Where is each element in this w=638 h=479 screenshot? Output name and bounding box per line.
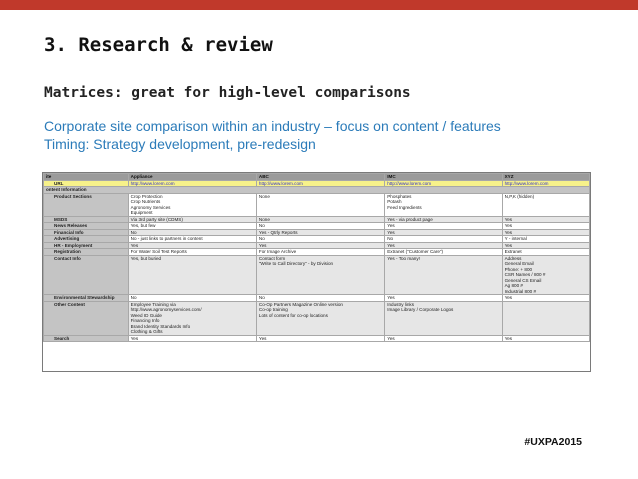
timing-line: Timing: Strategy development, pre-redesign <box>44 136 316 152</box>
hashtag-footer: #UXPA2015 <box>524 436 582 448</box>
row-label: Registration <box>44 249 129 256</box>
section-label: ontent Information <box>44 187 590 194</box>
matrix-cell: Yes <box>502 335 589 342</box>
table-row <box>44 255 590 295</box>
matrix-cell: None <box>256 216 384 223</box>
column-header: IMC <box>385 174 502 181</box>
row-label: Environmental Stewardship <box>44 295 129 302</box>
column-header: ABC <box>256 174 384 181</box>
table-row <box>44 335 590 342</box>
row-label: Advertising <box>44 236 129 243</box>
matrix-cell: Co-Op Partners Magazine Online version Co-op training Lots of content for co-op locations <box>256 301 384 335</box>
matrix-cell: Yes <box>385 335 502 342</box>
matrix-cell: No <box>256 236 384 243</box>
matrix-cell: N,P,K (hidden) <box>502 193 589 216</box>
row-label: URL <box>44 180 129 187</box>
accent-bar <box>0 0 638 10</box>
matrix-cell: Via 3rd party site (CDMS) <box>128 216 256 223</box>
matrix-cell: Yes <box>385 229 502 236</box>
comparison-matrix <box>42 172 591 372</box>
site-url-link[interactable]: http://www.lorem.com <box>128 180 256 187</box>
row-label: MSDS <box>44 216 129 223</box>
matrix-cell: No - just links to partners in content <box>128 236 256 243</box>
matrix-cell: Crop Protection Crop Nutrients Agronomy Services Equipment <box>128 193 256 216</box>
matrix-cell: None <box>256 193 384 216</box>
matrix-cell: Phosphates Potash Feed Ingredients <box>385 193 502 216</box>
row-label: Contact Info <box>44 255 129 295</box>
matrix-cell: Yes <box>502 216 589 223</box>
matrix-cell: Yes <box>385 242 502 249</box>
matrix-cell: No <box>128 229 256 236</box>
matrix-cell: Yes - via product page <box>385 216 502 223</box>
matrix-cell: No <box>128 295 256 302</box>
matrix-cell: Yes <box>502 223 589 230</box>
matrix-cell: Yes - Qtrly Reports <box>256 229 384 236</box>
matrix-cell: Yes <box>502 242 589 249</box>
row-label: Product Sections <box>44 193 129 216</box>
matrix-cell: Address General Email Phone: + 800 CSR Names / 800 # General CS Email Ag 800 # Industrial 800 # <box>502 255 589 295</box>
table-row <box>44 193 590 216</box>
column-header: XYZ <box>502 174 589 181</box>
matrix-cell: Industry links Image Library / Corporate Logos <box>385 301 502 335</box>
matrix-cell <box>502 301 589 335</box>
matrix-cell: Yes <box>385 223 502 230</box>
matrix-cell: Extranet <box>502 249 589 256</box>
matrix-cell: Employee Training via http://www.agronomyservices.com/ Weed ID Guide Financing Info Brand Identity Standards Info Clothing & Gifts <box>128 301 256 335</box>
row-label: HR - Employment <box>44 242 129 249</box>
site-url-link[interactable]: http://www.lorem.com <box>256 180 384 187</box>
slide-title: 3. Research & review <box>44 34 273 56</box>
matrix-cell: Extranet ("Customer Care") <box>385 249 502 256</box>
row-label: News Releases <box>44 223 129 230</box>
site-url-link[interactable]: http://www.lorem.com <box>502 180 589 187</box>
column-header: ite <box>44 174 129 181</box>
matrix-cell: Yes <box>502 295 589 302</box>
matrix-cell: Yes <box>256 242 384 249</box>
site-url-link[interactable]: http://www.lorem.com <box>385 180 502 187</box>
matrix-cell: Yes - Too many! <box>385 255 502 295</box>
matrix-cell: For Water Soil Test Reports <box>128 249 256 256</box>
row-label: Search <box>44 335 129 342</box>
row-label: Other Content <box>44 301 129 335</box>
matrix-cell: Yes <box>128 242 256 249</box>
matrix-cell: Yes, but buried <box>128 255 256 295</box>
description-line: Corporate site comparison within an industry – focus on content / features <box>44 118 501 134</box>
matrix-cell: Y - internal <box>502 236 589 243</box>
matrix-cell: Yes <box>128 335 256 342</box>
column-header: Appliance <box>128 174 256 181</box>
matrix-cell: Yes <box>502 229 589 236</box>
matrix-table <box>43 173 590 342</box>
matrix-cell: For Image Archive <box>256 249 384 256</box>
matrix-cell: Contact form "Write to Call Directory" - by Division <box>256 255 384 295</box>
matrix-cell: No <box>256 223 384 230</box>
matrix-cell: No <box>385 236 502 243</box>
matrix-cell: Yes <box>385 295 502 302</box>
matrix-cell: Yes, but few <box>128 223 256 230</box>
matrix-cell: Yes <box>256 335 384 342</box>
row-label: Financial Info <box>44 229 129 236</box>
table-row <box>44 301 590 335</box>
matrix-cell: No <box>256 295 384 302</box>
slide-subtitle: Matrices: great for high-level comparisons <box>44 85 411 101</box>
